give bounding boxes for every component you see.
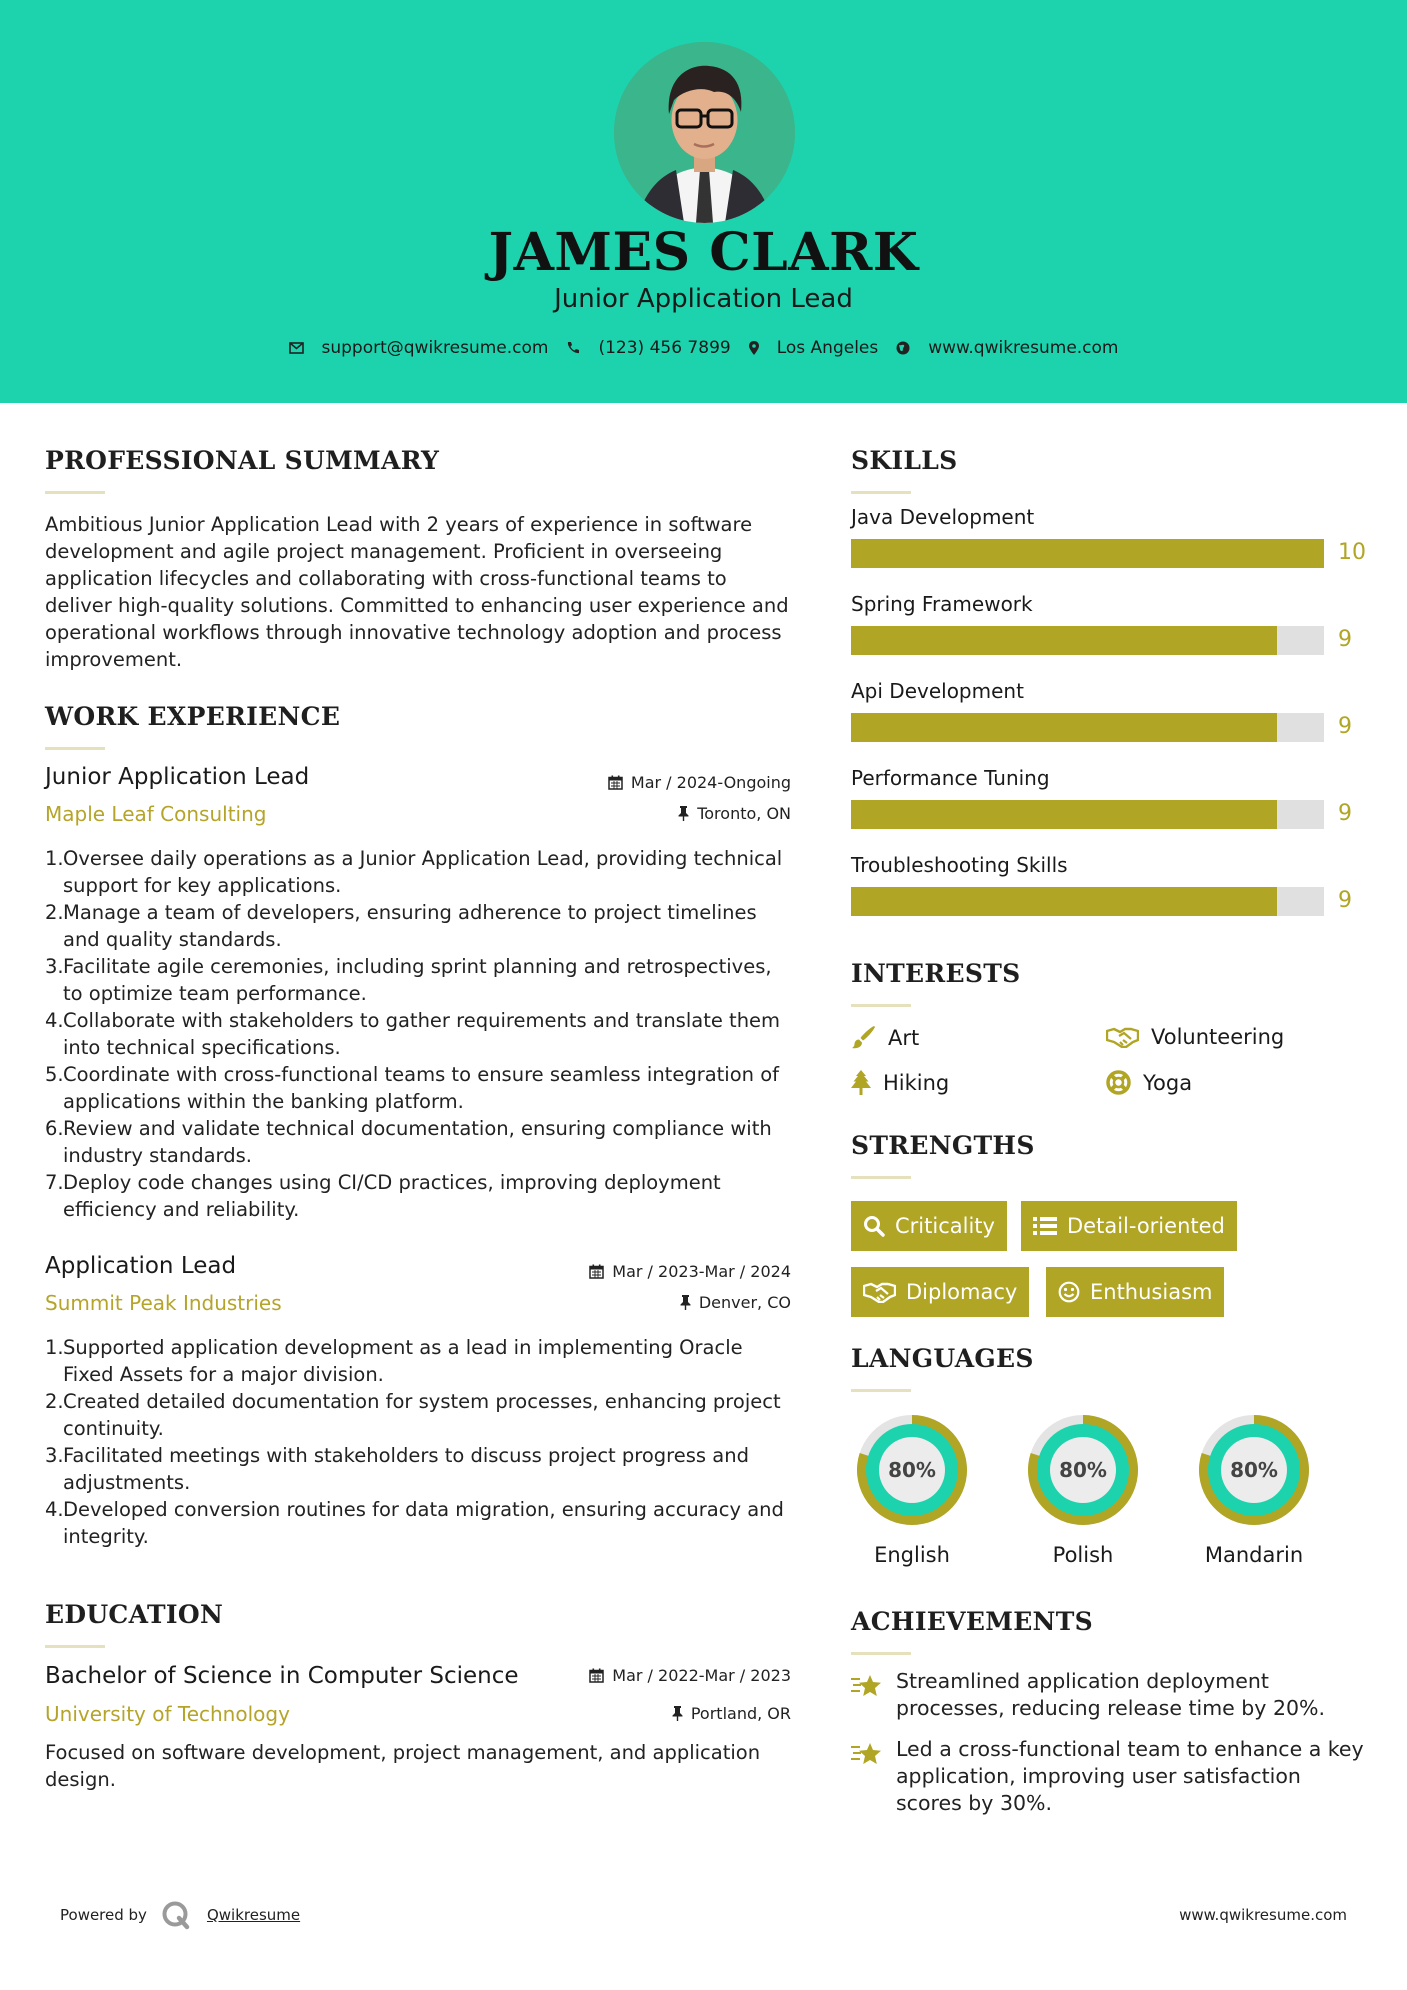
strengths-heading: STRENGTHS	[851, 1131, 1035, 1160]
education-location	[672, 1704, 791, 1723]
skill-value: 9	[1338, 714, 1352, 739]
list-item: 7. Deploy code changes using CI/CD practices, improving deployment efficiency and reliability.	[45, 1171, 721, 1221]
smile-icon	[1058, 1281, 1080, 1303]
duty-text: Developed conversion routines for data migration, ensuring accuracy and integrity.	[63, 1498, 784, 1548]
candidate-title: Junior Application Lead	[554, 284, 853, 314]
strength-label: Criticality	[895, 1214, 995, 1238]
qwikresume-link[interactable]: Qwikresume	[206, 1906, 301, 1924]
job-dates	[589, 1262, 791, 1281]
language-item	[1193, 1409, 1315, 1567]
contact-email-text: support@qwikresume.com	[321, 338, 549, 358]
languages-heading: LANGUAGES	[851, 1344, 1034, 1373]
strength-chip-diplomacy	[851, 1267, 1029, 1317]
education-dates-text: Mar / 2022-Mar / 2023	[612, 1666, 791, 1685]
list-item: 1. Supported application development as a lead in implementing Oracle Fixed Assets for a major division.	[45, 1336, 743, 1386]
interest-item-volunteering	[1106, 1025, 1284, 1049]
skill-bar-fill	[851, 539, 1324, 568]
contact-website-text: www.qwikresume.com	[928, 338, 1119, 358]
interest-label: Art	[888, 1025, 920, 1050]
job-dates-text: Mar / 2024-Ongoing	[630, 773, 791, 792]
strength-chip-detail-oriented	[1021, 1201, 1237, 1251]
map-marker-icon	[749, 341, 759, 355]
job-duties	[45, 1334, 791, 1550]
duty-text: Oversee daily operations as a Junior Application Lead, providing technical support for key applications.	[63, 847, 783, 897]
duty-text: Created detailed documentation for system processes, enhancing project continuity.	[63, 1390, 781, 1440]
skill-bar-fill	[851, 887, 1277, 916]
profile-photo	[614, 42, 795, 223]
strength-label: Enthusiasm	[1090, 1280, 1213, 1304]
language-name: English	[874, 1543, 950, 1567]
job-duties	[45, 845, 791, 1223]
list-item: 6. Review and validate technical documentation, ensuring compliance with industry standards.	[45, 1117, 772, 1167]
phone-icon	[566, 341, 580, 355]
duty-text: Facilitated meetings with stakeholders to discuss project progress and adjustments.	[63, 1444, 749, 1494]
language-donut	[851, 1409, 973, 1531]
contact-phone[interactable]	[566, 338, 730, 358]
duty-text: Facilitate agile ceremonies, including sprint planning and retrospectives, to optimize team performance.	[63, 955, 772, 1005]
pushpin-icon	[680, 1295, 691, 1310]
education-heading: EDUCATION	[45, 1600, 224, 1629]
achievements-heading: ACHIEVEMENTS	[851, 1607, 1093, 1636]
summary-rule	[45, 491, 105, 494]
skill-bar-track	[851, 800, 1324, 829]
contact-website[interactable]	[896, 338, 1118, 358]
achievements-rule	[851, 1652, 911, 1655]
language-percent: 80%	[1059, 1458, 1107, 1482]
interest-label: Yoga	[1143, 1070, 1193, 1095]
achievement-item	[851, 1736, 1371, 1817]
duty-text: Deploy code changes using CI/CD practices, improving deployment efficiency and reliability.	[63, 1171, 721, 1221]
powered-by-text: Powered by	[60, 1906, 147, 1924]
achievement-text: Led a cross-functional team to enhance a key application, improving user satisfaction scores by 30%.	[896, 1737, 1364, 1815]
language-donut	[1022, 1409, 1144, 1531]
experience-rule	[45, 747, 105, 750]
globe-icon	[896, 341, 910, 355]
pushpin-icon	[678, 806, 689, 821]
job-location	[680, 1293, 791, 1312]
footer-powered-by	[60, 1900, 300, 1930]
job-dates-text: Mar / 2023-Mar / 2024	[612, 1262, 791, 1281]
search-icon	[863, 1215, 885, 1237]
interest-item-art	[851, 1025, 919, 1050]
interest-label: Hiking	[883, 1070, 950, 1095]
summary-text: Ambitious Junior Application Lead with 2 years of experience in software development and agile project management. Proficient in overseeing application lifecycles and collaborating with cross-functional teams to deliver high-quality solutions. Committed to enhancing user experience and operational workflows through innovative technology adoption and process improvement.	[45, 513, 789, 671]
lifering-icon	[1106, 1070, 1131, 1095]
language-item	[851, 1409, 973, 1567]
interest-label: Volunteering	[1151, 1025, 1285, 1049]
envelope-icon	[289, 342, 304, 354]
list-item: 4. Collaborate with stakeholders to gather requirements and translate them into technical specifications.	[45, 1009, 781, 1059]
star-ribbon-icon	[851, 1740, 883, 1768]
job-location-text: Denver, CO	[698, 1293, 791, 1312]
skill-value: 9	[1338, 888, 1352, 913]
degree-title: Bachelor of Science in Computer Science	[45, 1663, 519, 1689]
resume-header	[0, 0, 1407, 403]
education-description: Focused on software development, project management, and application design.	[45, 1741, 761, 1791]
strength-label: Detail-oriented	[1067, 1214, 1225, 1238]
language-name: Polish	[1052, 1543, 1114, 1567]
list-item: 3. Facilitate agile ceremonies, including sprint planning and retrospectives, to optimize team performance.	[45, 955, 772, 1005]
job-dates	[608, 773, 791, 792]
interests-heading: INTERESTS	[851, 959, 1021, 988]
contact-email[interactable]	[289, 338, 549, 358]
skill-value: 10	[1338, 540, 1366, 565]
strength-label: Diplomacy	[906, 1280, 1018, 1304]
skill-bar-track	[851, 713, 1324, 742]
skill-label: Troubleshooting Skills	[851, 853, 1068, 877]
job-title: Junior Application Lead	[45, 764, 310, 790]
calendar-icon	[589, 1668, 604, 1683]
duty-text: Coordinate with cross-functional teams to ensure seamless integration of applications within the banking platform.	[63, 1063, 780, 1113]
contact-phone-text: (123) 456 7899	[598, 338, 731, 358]
job-location	[678, 804, 791, 823]
skill-value: 9	[1338, 627, 1352, 652]
list-item: 3. Facilitated meetings with stakeholders to discuss project progress and adjustments.	[45, 1444, 749, 1494]
list-icon	[1033, 1216, 1057, 1236]
list-item: 1. Oversee daily operations as a Junior Application Lead, providing technical support for key applications.	[45, 847, 783, 897]
interests-rule	[851, 1004, 911, 1007]
skill-bar-fill	[851, 713, 1277, 742]
list-item: 2. Created detailed documentation for system processes, enhancing project continuity.	[45, 1390, 781, 1440]
footer-url[interactable]: www.qwikresume.com	[1179, 1906, 1347, 1924]
qwikresume-logo-icon	[161, 1900, 191, 1930]
skills-rule	[851, 491, 911, 494]
interest-item-yoga	[1106, 1070, 1192, 1095]
job-title: Application Lead	[45, 1253, 237, 1279]
paintbrush-icon	[851, 1025, 876, 1050]
duty-text: Manage a team of developers, ensuring adherence to project timelines and quality standards.	[63, 901, 757, 951]
skill-label: Spring Framework	[851, 592, 1033, 616]
job-company: Maple Leaf Consulting	[45, 802, 267, 826]
language-percent: 80%	[888, 1458, 936, 1482]
achievement-text: Streamlined application deployment processes, reducing release time by 20%.	[896, 1669, 1326, 1720]
education-dates	[589, 1666, 791, 1685]
languages-rule	[851, 1389, 911, 1392]
skill-bar-track	[851, 887, 1324, 916]
achievement-item	[851, 1668, 1371, 1722]
skill-label: Java Development	[851, 505, 1035, 529]
skill-bar-fill	[851, 626, 1277, 655]
education-rule	[45, 1645, 105, 1648]
contact-bar	[0, 338, 1407, 358]
calendar-icon	[608, 775, 623, 790]
contact-location-text: Los Angeles	[776, 338, 879, 358]
school-name: University of Technology	[45, 1702, 290, 1726]
tree-icon	[851, 1070, 871, 1095]
handshake-icon	[1106, 1026, 1139, 1048]
job-location-text: Toronto, ON	[697, 804, 791, 823]
skills-heading: SKILLS	[851, 446, 958, 475]
language-name: Mandarin	[1204, 1543, 1304, 1567]
calendar-icon	[589, 1264, 604, 1279]
list-item: 5. Coordinate with cross-functional teams to ensure seamless integration of applications within the banking platform.	[45, 1063, 780, 1113]
strengths-rule	[851, 1176, 911, 1179]
duty-text: Supported application development as a lead in implementing Oracle Fixed Assets for a major division.	[63, 1336, 743, 1386]
list-item: 4. Developed conversion routines for data migration, ensuring accuracy and integrity.	[45, 1498, 784, 1548]
skill-label: Performance Tuning	[851, 766, 1050, 790]
handshake-icon	[863, 1281, 896, 1303]
duty-text: Collaborate with stakeholders to gather requirements and translate them into technical specifications.	[63, 1009, 781, 1059]
star-ribbon-icon	[851, 1672, 883, 1700]
skill-bar-track	[851, 539, 1324, 568]
duty-text: Review and validate technical documentation, ensuring compliance with industry standards.	[63, 1117, 772, 1167]
list-item: 2. Manage a team of developers, ensuring adherence to project timelines and quality standards.	[45, 901, 757, 951]
candidate-name: JAMES CLARK	[488, 222, 919, 283]
pushpin-icon	[672, 1706, 683, 1721]
language-percent: 80%	[1230, 1458, 1278, 1482]
skill-value: 9	[1338, 801, 1352, 826]
strength-chip-criticality	[851, 1201, 1007, 1251]
language-item	[1022, 1409, 1144, 1567]
skill-bar-fill	[851, 800, 1277, 829]
job-company: Summit Peak Industries	[45, 1291, 282, 1315]
strength-chip-enthusiasm	[1046, 1267, 1224, 1317]
contact-location	[749, 338, 879, 358]
skill-bar-track	[851, 626, 1324, 655]
summary-heading: PROFESSIONAL SUMMARY	[45, 446, 440, 475]
experience-heading: WORK EXPERIENCE	[45, 702, 341, 731]
skill-label: Api Development	[851, 679, 1024, 703]
interest-item-hiking	[851, 1070, 949, 1095]
language-donut	[1193, 1409, 1315, 1531]
education-location-text: Portland, OR	[690, 1704, 791, 1723]
